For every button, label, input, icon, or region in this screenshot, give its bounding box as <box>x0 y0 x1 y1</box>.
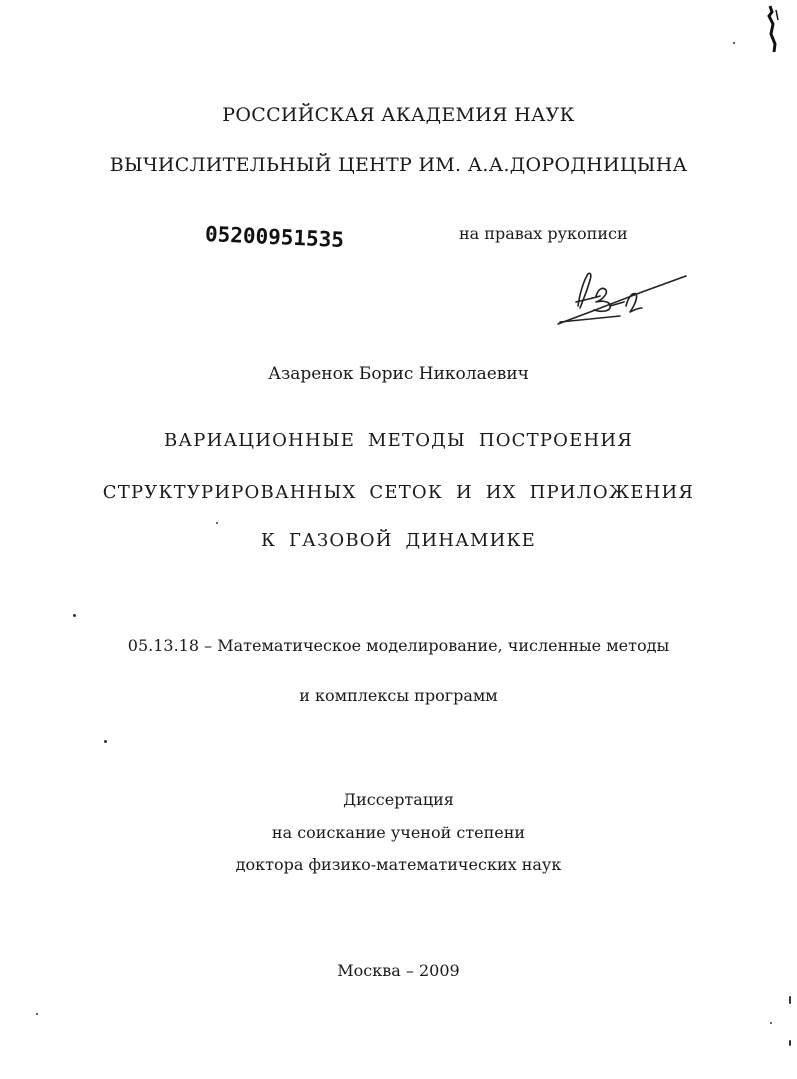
place-and-year: Москва – 2009 <box>337 961 460 980</box>
registry-stamp-number: 05200951535 <box>204 222 345 253</box>
scan-speck <box>216 522 218 524</box>
academy-name: РОССИЙСКАЯ АКАДЕМИЯ НАУК <box>222 104 575 126</box>
scan-speck <box>789 1040 791 1046</box>
scan-speck <box>789 996 791 1004</box>
degree-line-3: доктора физико-математических наук <box>235 855 562 874</box>
author-name: Азаренок Борис Николаевич <box>268 364 529 384</box>
scan-edge-mark <box>762 4 786 54</box>
scan-speck <box>770 1022 772 1024</box>
computing-center-name: ВЫЧИСЛИТЕЛЬНЫЙ ЦЕНТР ИМ. А.А.ДОРОДНИЦЫНА <box>109 154 688 176</box>
scan-speck <box>104 740 107 743</box>
specialty-line-1: 05.13.18 – Математическое моделирование, численные методы <box>127 636 670 655</box>
thesis-title-line-2: СТРУКТУРИРОВАННЫХ СЕТОК И ИХ ПРИЛОЖЕНИЯ <box>102 482 695 503</box>
thesis-title-line-3: К ГАЗОВОЙ ДИНАМИКЕ <box>260 530 537 551</box>
specialty-line-2: и комплексы программ <box>299 686 498 705</box>
degree-line-1: Диссертация <box>343 790 454 809</box>
handwritten-signature <box>550 262 690 332</box>
scan-speck <box>733 42 735 44</box>
scan-speck <box>73 614 76 617</box>
scan-speck <box>36 1013 38 1015</box>
degree-line-2: на соискание ученой степени <box>271 823 526 842</box>
thesis-title-line-1: ВАРИАЦИОННЫЕ МЕТОДЫ ПОСТРОЕНИЯ <box>164 430 633 451</box>
rights-note: на правах рукописи <box>459 224 628 243</box>
